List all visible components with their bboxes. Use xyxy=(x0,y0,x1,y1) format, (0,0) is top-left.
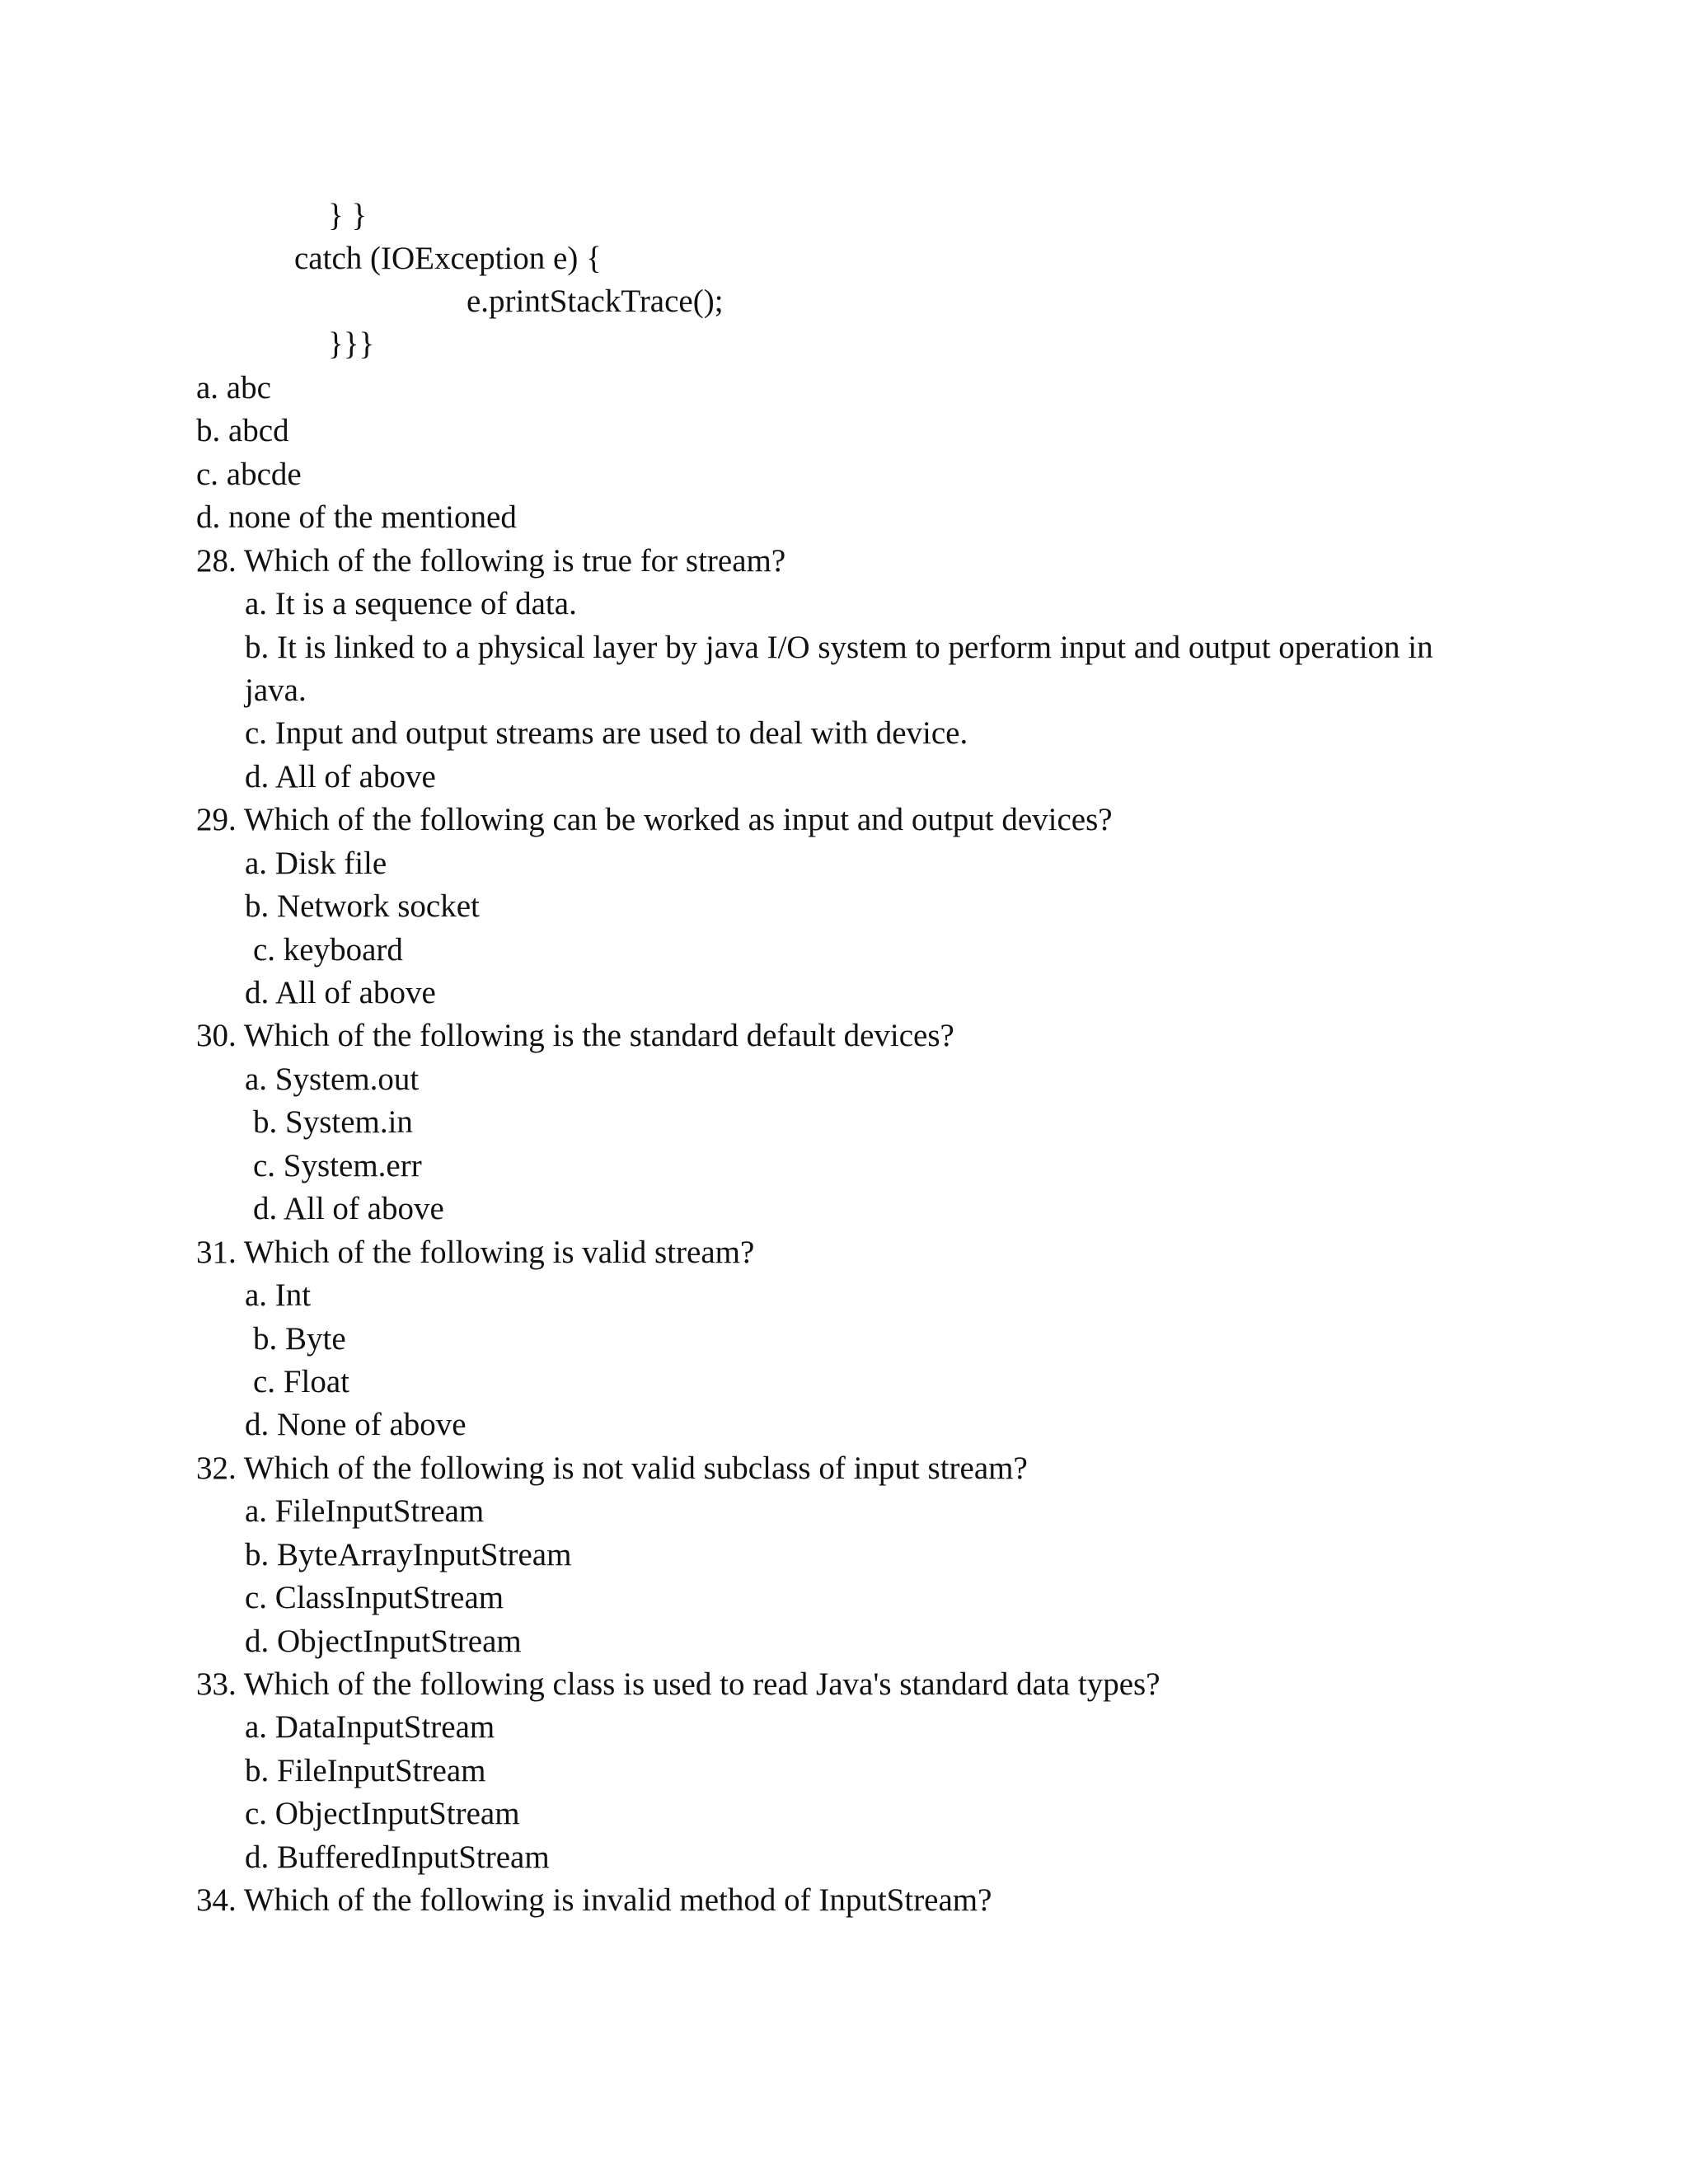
q32-option-c: c. ClassInputStream xyxy=(245,1580,504,1615)
q28-option-d: d. All of above xyxy=(245,759,436,794)
q28-option-c: c. Input and output streams are used to deal with device. xyxy=(245,715,968,751)
code-close-braces: } } xyxy=(328,198,368,233)
q31-option-a: a. Int xyxy=(245,1277,312,1313)
q29-option-b: b. Network socket xyxy=(245,888,480,924)
q27-option-b: b. abcd xyxy=(196,413,289,448)
question-30: 30. Which of the following is the standard default devices? xyxy=(196,1018,954,1053)
q29-option-c: c. keyboard xyxy=(253,932,403,968)
question-28: 28. Which of the following is true for stream? xyxy=(196,543,786,579)
q32-option-b: b. ByteArrayInputStream xyxy=(245,1537,572,1572)
q30-option-a: a. System.out xyxy=(245,1062,420,1097)
question-32: 32. Which of the following is not valid subclass of input stream? xyxy=(196,1451,1028,1486)
q27-option-a: a. abc xyxy=(196,370,271,405)
q33-option-d: d. BufferedInputStream xyxy=(245,1840,550,1875)
q27-option-c: c. abcde xyxy=(196,457,302,492)
q30-option-d: d. All of above xyxy=(253,1191,444,1226)
q29-option-a: a. Disk file xyxy=(245,846,387,881)
q29-option-d: d. All of above xyxy=(245,975,436,1010)
q30-option-c: c. System.err xyxy=(253,1148,422,1183)
code-print-line: e.printStackTrace(); xyxy=(467,284,724,319)
q28-option-b-cont: java. xyxy=(245,673,307,708)
code-catch-line: catch (IOException e) { xyxy=(294,241,602,276)
q33-option-b: b. FileInputStream xyxy=(245,1753,486,1788)
q27-option-d: d. none of the mentioned xyxy=(196,499,517,535)
code-close-braces-final: }}} xyxy=(328,326,375,362)
q31-option-d: d. None of above xyxy=(245,1407,467,1442)
question-29: 29. Which of the following can be worked as input and output devices? xyxy=(196,802,1113,837)
q33-option-c: c. ObjectInputStream xyxy=(245,1796,520,1831)
q32-option-d: d. ObjectInputStream xyxy=(245,1624,522,1659)
question-31: 31. Which of the following is valid stream? xyxy=(196,1235,755,1270)
q28-option-a: a. It is a sequence of data. xyxy=(245,586,577,621)
q31-option-c: c. Float xyxy=(253,1364,349,1399)
question-34: 34. Which of the following is invalid method of InputStream? xyxy=(196,1882,992,1918)
q33-option-a: a. DataInputStream xyxy=(245,1709,495,1745)
q31-option-b: b. Byte xyxy=(253,1321,346,1357)
q28-option-b: b. It is linked to a physical layer by java I/O system to perform input and output operation in xyxy=(245,630,1433,665)
q30-option-b: b. System.in xyxy=(253,1104,413,1140)
q32-option-a: a. FileInputStream xyxy=(245,1493,485,1529)
question-33: 33. Which of the following class is used to read Java's standard data types? xyxy=(196,1666,1160,1702)
